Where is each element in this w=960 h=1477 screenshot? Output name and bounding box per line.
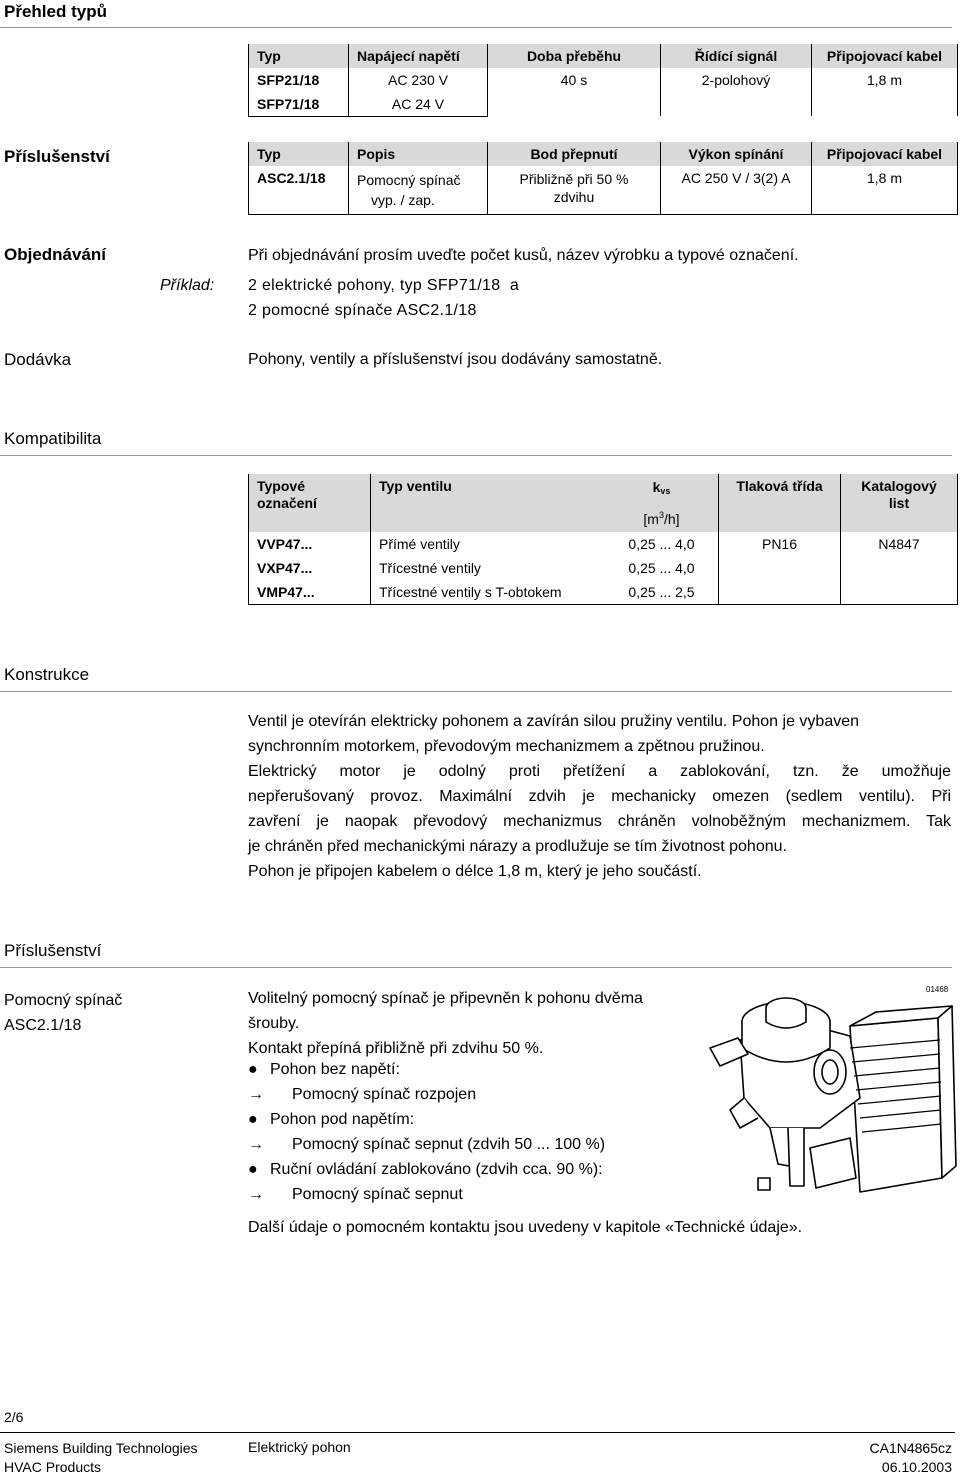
example-line-2: 2 pomocné spínače ASC2.1/18 (248, 302, 477, 319)
th-kvs: $k_{vs}$ $[m^3/h]$ (643, 479, 680, 527)
divider (0, 455, 952, 456)
cell-type: SFP21/18 (249, 68, 349, 92)
th-type: Typ (249, 142, 349, 166)
th-valve-type: Typ ventilu (371, 474, 606, 532)
cell-type: ASC2.1/18 (249, 166, 349, 214)
bullet-item: ● Pohon pod napětím: (248, 1111, 415, 1128)
bullet-sub-item: → Pomocný spínač rozpojen (248, 1086, 477, 1103)
cell-cable: 1,8 m (812, 166, 958, 214)
th-cable: Připojovací kabel (812, 142, 958, 166)
cell-type: SFP71/18 (249, 92, 349, 116)
cell-power: AC 250 V / 3(2) A (661, 166, 812, 214)
divider (0, 691, 952, 692)
cell-cable: 1,8 m (812, 68, 958, 92)
th-catalogue-sheet: Katalogový list (841, 474, 958, 532)
arrow-right-icon: → (248, 1136, 264, 1153)
acc-table-header (249, 142, 958, 166)
construction-line: Ventil je otevírán elektricky pohonem a zavírán silou pružiny ventilu. Pohon je vybaven (248, 713, 860, 730)
delivery-text: Pohony, ventily a příslušenství jsou dodávány samostatně. (248, 351, 663, 368)
th-pressure-class: Tlaková třída (719, 474, 841, 532)
types-table (248, 44, 958, 117)
bullet-dot-icon: ● (248, 1061, 258, 1078)
bullet-sub-item: → Pomocný spínač sepnut (248, 1186, 463, 1203)
th-time: Doba přeběhu (488, 44, 661, 68)
bullet-dot-icon: ● (248, 1111, 258, 1128)
accessories-table (248, 142, 958, 215)
cell-type: VXP47... (249, 556, 371, 580)
th-voltage: Napájecí napětí (349, 44, 488, 68)
cell-kvs: 0,25 ... 4,0 (628, 560, 695, 576)
cell-voltage: AC 24 V (349, 92, 488, 116)
aux-footer-note: Další údaje o pomocném kontaktu jsou uvedeny v kapitole «Technické údaje». (248, 1219, 803, 1236)
aux-switch-illustration (700, 978, 958, 1202)
cell-switch-point: Přibližně při 50 % zdvihu (488, 166, 661, 214)
th-type: Typ (249, 44, 349, 68)
cell-valve: Třícestné ventily s T-obtokem (371, 580, 606, 604)
footer-doc-info: CA1N4865cz 06.10.2003 (869, 1440, 952, 1475)
section-title-accessories-2: Příslušenství (4, 941, 102, 960)
th-type-designation: Typové označení (249, 474, 371, 532)
divider (0, 967, 952, 968)
section-title-ordering: Objednávání (4, 245, 107, 264)
table-row (249, 580, 958, 604)
compatibility-table (248, 474, 958, 605)
cell-pressure: PN16 (719, 532, 841, 556)
construction-line: Elektrický motor je odolný proti přetížení a zablokování, tzn. že umožňuje (248, 763, 951, 780)
types-table-header (249, 44, 958, 68)
th-cable: Připojovací kabel (812, 44, 958, 68)
aux-switch-text: Volitelný pomocný spínač je připevněn k pohonu dvěma šrouby. Kontakt přepíná přibližně při zdvihu 50 %. (248, 990, 643, 1057)
example-line-1: 2 elektrické pohony, typ SFP71/18 a (248, 277, 520, 294)
example-label: Příklad: (160, 277, 215, 294)
section-title-accessories: Příslušenství (4, 147, 110, 166)
th-description: Popis (349, 142, 488, 166)
table-row (249, 556, 958, 580)
bullet-sub-item: → Pomocný spínač sepnut (zdvih 50 ... 100 %) (248, 1136, 606, 1153)
compat-table-header (249, 474, 958, 532)
cell-type: VMP47... (249, 580, 371, 604)
th-switch-point: Bod přepnutí (488, 142, 661, 166)
th-switch-power: Výkon spínání (661, 142, 812, 166)
divider (0, 27, 952, 28)
bullet-item: ● Pohon bez napětí: (248, 1061, 400, 1078)
table-row (249, 92, 958, 116)
cell-voltage: AC 230 V (349, 68, 488, 92)
construction-line: zavření je naopak převodový mechanizmus chráněn volnoběžným mechanizmem. Tak (248, 813, 951, 830)
bullet-item: ● Ruční ovládání zablokováno (zdvih cca. 90 %): (248, 1161, 603, 1178)
footer-divider (0, 1432, 955, 1433)
aux-switch-title: Pomocný spínač ASC2.1/18 (4, 992, 123, 1034)
construction-line: je chráněn před mechanickými nárazy a prodlužuje se tím životnost pohonu. (248, 838, 787, 855)
page-number: 2/6 (4, 1409, 24, 1425)
section-title-compatibility: Kompatibilita (4, 429, 102, 448)
cell-signal: 2-polohový (661, 68, 812, 92)
th-signal: Řídící signál (661, 44, 812, 68)
cell-time: 40 s (488, 68, 661, 92)
cell-valve: Přímé ventily (371, 532, 606, 556)
cell-kvs: 0,25 ... 4,0 (628, 536, 695, 552)
image-code: 01468 (926, 985, 949, 994)
construction-text (248, 709, 951, 884)
construction-line: nepřerušovaný provoz. Maximální zdvih je mechanicky omezen (sedlem ventilu). Při (248, 788, 951, 805)
table-row (249, 532, 958, 556)
table-row (249, 68, 958, 92)
section-title-delivery: Dodávka (4, 350, 72, 369)
construction-line: Pohon je připojen kabelem o délce 1,8 m, který je jeho součástí. (248, 863, 702, 880)
footer-company: Siemens Building Technologies HVAC Products (4, 1440, 198, 1475)
arrow-right-icon: → (248, 1086, 264, 1103)
footer-product: Elektrický pohon (248, 1439, 351, 1455)
table-row (249, 166, 958, 214)
bullet-dot-icon: ● (248, 1161, 258, 1178)
section-title-overview: Přehled typů (4, 2, 107, 21)
cell-type: VVP47... (249, 532, 371, 556)
section-title-construction: Konstrukce (4, 665, 90, 684)
cell-description: Pomocný spínač vyp. / zap. (349, 166, 488, 214)
cell-valve: Třícestné ventily (371, 556, 606, 580)
arrow-right-icon: → (248, 1186, 264, 1203)
construction-line: synchronním motorkem, převodovým mechanizmem a zpětnou pružinou. (248, 738, 765, 755)
ordering-text: Při objednávání prosím uveďte počet kusů, název výrobku a typové označení. (248, 247, 799, 264)
cell-kvs: 0,25 ... 2,5 (605, 580, 719, 604)
cell-sheet: N4847 (841, 532, 958, 556)
